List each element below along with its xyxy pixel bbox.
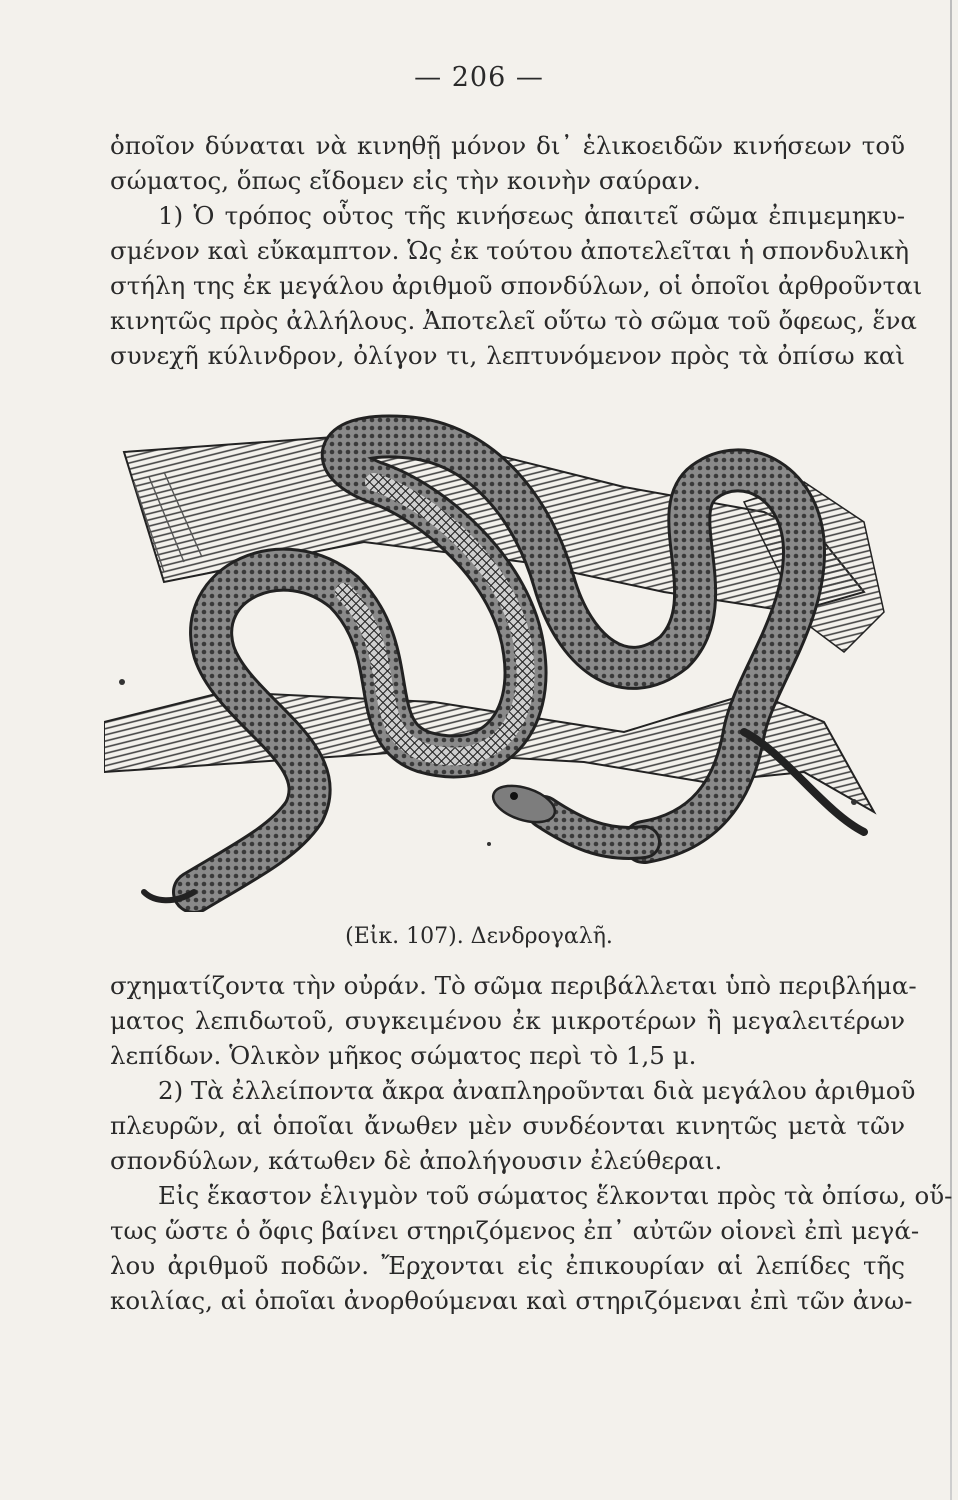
text-line: κινητῶς πρὸς ἀλλήλους. Ἀποτελεῖ οὕτω τὸ σῶμα τοῦ ὄφεως, ἕνα: [110, 306, 917, 335]
text-line: Εἰς ἕκαστον ἑλιγμὸν τοῦ σώματος ἕλκονται πρὸς τὰ ὀπίσω, οὕ-: [158, 1181, 953, 1210]
text-line: 1) Ὁ τρόπος οὗτος τῆς κινήσεως ἀπαιτεῖ σῶμα ἐπιμεμηκυ-: [158, 201, 905, 230]
text-line: 2) Τὰ ἐλλείποντα ἄκρα ἀναπληροῦνται διὰ μεγάλου ἀριθμοῦ: [158, 1076, 916, 1105]
text-line: ὁποῖον δύναται νὰ κινηθῇ μόνον δι᾽ ἑλικοειδῶν κινήσεων τοῦ: [110, 131, 905, 160]
text-line: σπονδύλων, κάτωθεν δὲ ἀπολήγουσιν ἐλεύθεραι.: [110, 1146, 723, 1175]
snake-engraving-svg: [104, 392, 894, 912]
text-line: λου ἀριθμοῦ ποδῶν. Ἔρχονται εἰς ἐπικουρίαν αἱ λεπίδες τῆς: [110, 1251, 905, 1280]
text-line: στήλη της ἐκ μεγάλου ἀριθμοῦ σπονδύλων, οἱ ὁποῖοι ἀρθροῦνται: [110, 271, 923, 300]
snake-eye: [510, 792, 518, 800]
text-line: λεπίδων. Ὁλικὸν μῆκος σώματος περὶ τὸ 1,5 μ.: [110, 1041, 697, 1070]
text-line: σχηματίζοντα τὴν οὐράν. Τὸ σῶμα περιβάλλεται ὑπὸ περιβλήμα-: [110, 971, 917, 1000]
text-line: τως ὥστε ὁ ὄφις βαίνει στηριζόμενος ἐπ᾽ αὐτῶν οἱονεὶ ἐπὶ μεγά-: [110, 1216, 920, 1245]
figure-caption: (Εἰκ. 107). Δενδρογαλῆ.: [345, 924, 613, 949]
text-line: κοιλίας, αἱ ὁποῖαι ἀνορθούμεναι καὶ στηριζόμεναι ἐπὶ τῶν ἀνω-: [110, 1286, 913, 1315]
bottom-paragraph: [110, 968, 953, 1318]
top-paragraph: [110, 128, 923, 373]
snake-illustration: [104, 392, 894, 912]
text-line: σώματος, ὅπως εἴδομεν εἰς τὴν κοινὴν σαύραν.: [110, 166, 701, 195]
text-line: ματος λεπιδωτοῦ, συγκειμένου ἐκ μικροτέρων ἢ μεγαλειτέρων: [110, 1006, 905, 1035]
page-number: — 206 —: [414, 62, 544, 93]
snake-tail: [144, 892, 194, 900]
text-line: συνεχῆ κύλινδρον, ὀλίγον τι, λεπτυνόμενον πρὸς τὰ ὀπίσω καὶ: [110, 341, 905, 370]
text-line: σμένον καὶ εὔκαμπτον. Ὡς ἐκ τούτου ἀποτελεῖται ἡ σπονδυλικὴ: [110, 236, 910, 265]
text-line: πλευρῶν, αἱ ὁποῖαι ἄνωθεν μὲν συνδέονται κινητῶς μετὰ τῶν: [110, 1111, 905, 1140]
page-edge: [950, 0, 952, 1500]
